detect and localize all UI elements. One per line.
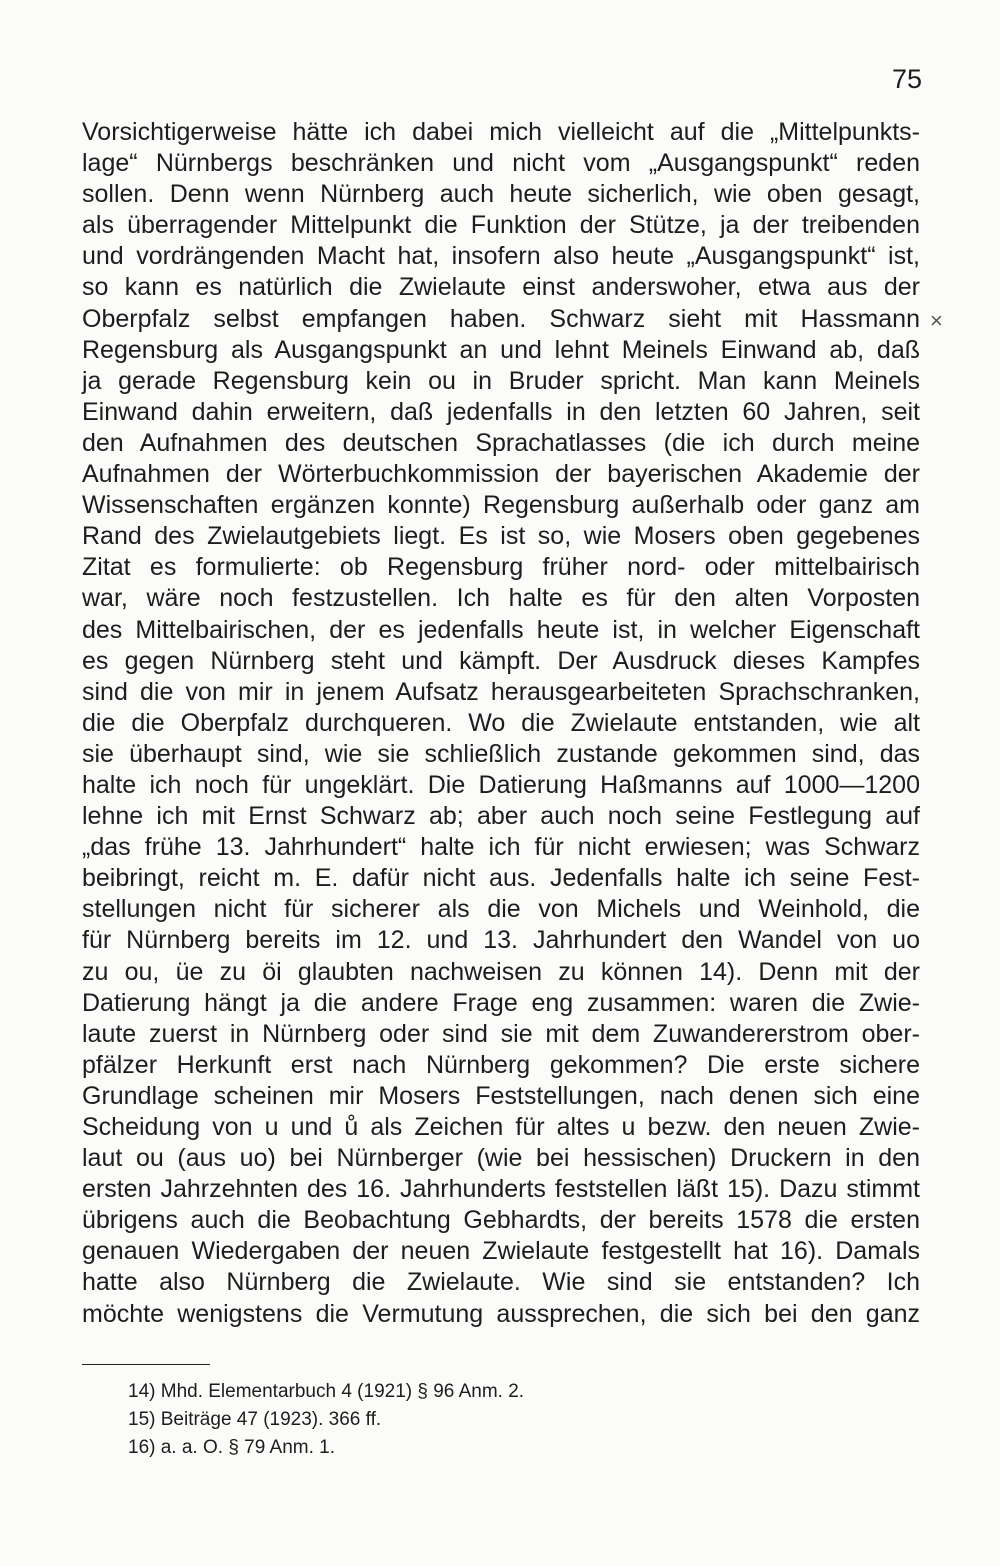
text-line: laute zuerst in Nürnberg oder sind sie mit dem Zuwandererstrom ober- xyxy=(82,1019,920,1048)
text-line: pfälzer Herkunft erst nach Nürnberg gekommen? Die erste sichere xyxy=(82,1050,920,1079)
text-line: sind die von mir in jenem Aufsatz herausgearbeiteten Sprachschranken, xyxy=(82,677,920,706)
text-line: die die Oberpfalz durchqueren. Wo die Zwielaute entstanden, wie alt xyxy=(82,708,920,737)
text-line: es gegen Nürnberg steht und kämpft. Der Ausdruck dieses Kampfes xyxy=(82,646,920,675)
margin-mark: × xyxy=(930,308,943,333)
text-line: zu ou, üe zu öi glaubten nachweisen zu können 14). Denn mit der xyxy=(82,957,920,986)
text-line: hatte also Nürnberg die Zwielaute. Wie sind sie entstanden? Ich xyxy=(82,1268,920,1297)
body-text xyxy=(82,117,920,1330)
text-line: laut ou (aus uo) bei Nürnberger (wie bei hessischen) Druckern in den xyxy=(82,1144,920,1173)
text-line: übrigens auch die Beobachtung Gebhardts, der bereits 1578 die ersten xyxy=(82,1206,920,1235)
footnotes xyxy=(128,1378,828,1462)
text-line: sollen. Denn wenn Nürnberg auch heute sicherlich, wie oben gesagt, xyxy=(82,180,920,209)
text-line: Wissenschaften ergänzen konnte) Regensburg außerhalb oder ganz am xyxy=(82,491,920,520)
text-line: so kann es natürlich die Zwielaute einst anderswoher, etwa aus der xyxy=(82,273,920,302)
text-line: und vordrängenden Macht hat, insofern also heute „Ausgangspunkt“ ist, xyxy=(82,242,920,271)
text-line: Rand des Zwielautgebiets liegt. Es ist so, wie Mosers oben gegebenes xyxy=(82,522,920,551)
text-line: Regensburg als Ausgangspunkt an und lehnt Meinels Einwand ab, daß xyxy=(82,335,920,364)
footnote: 15) Beiträge 47 (1923). 366 ff. xyxy=(128,1409,382,1430)
text-line: war, wäre noch festzustellen. Ich halte es für den alten Vorposten xyxy=(82,584,920,613)
text-line: Vorsichtigerweise hätte ich dabei mich vielleicht auf die „Mittelpunkts- xyxy=(82,118,920,146)
text-line: beibringt, reicht m. E. dafür nicht aus. Jedenfalls halte ich seine Fest- xyxy=(82,864,920,893)
text-line: den Aufnahmen des deutschen Sprachatlasses (die ich durch meine xyxy=(82,428,920,457)
text-line: als überragender Mittelpunkt die Funktion der Stütze, ja der treibenden xyxy=(82,211,920,240)
text-line: ersten Jahrzehnten des 16. Jahrhunderts feststellen läßt 15). Dazu stimmt xyxy=(82,1175,920,1204)
text-line: genauen Wiedergaben der neuen Zwielaute festgestellt hat 16). Damals xyxy=(82,1237,920,1266)
text-line: sie überhaupt sind, wie sie schließlich zustande gekommen sind, das xyxy=(82,739,920,768)
text-line: lehne ich mit Ernst Schwarz ab; aber auch noch seine Festlegung auf xyxy=(82,802,920,831)
text-line: Grundlage scheinen mir Mosers Feststellungen, nach denen sich eine xyxy=(82,1081,920,1110)
footnote: 16) a. a. O. § 79 Anm. 1. xyxy=(128,1437,336,1458)
text-line: Scheidung von u und ů als Zeichen für altes u bezw. den neuen Zwie- xyxy=(82,1113,920,1141)
text-line: Einwand dahin erweitern, daß jedenfalls in den letzten 60 Jahren, seit xyxy=(82,397,920,426)
footnote: 14) Mhd. Elementarbuch 4 (1921) § 96 Anm. 2. xyxy=(128,1381,525,1402)
text-line: lage“ Nürnbergs beschränken und nicht vom „Ausgangspunkt“ reden xyxy=(82,149,920,178)
text-line: für Nürnberg bereits im 12. und 13. Jahrhundert den Wandel von uo xyxy=(82,926,920,955)
text-line: halte ich noch für ungeklärt. Die Datierung Haßmanns auf 1000—1200 xyxy=(82,770,920,799)
page-number: 75 xyxy=(891,64,922,94)
text-line: stellungen nicht für sicherer als die von Michels und Weinhold, die xyxy=(82,895,920,924)
text-line: Aufnahmen der Wörterbuchkommission der bayerischen Akademie der xyxy=(82,460,920,489)
text-line: Oberpfalz selbst empfangen haben. Schwarz sieht mit Hassmann xyxy=(82,304,920,333)
text-line: des Mittelbairischen, der es jedenfalls heute ist, in welcher Eigenschaft xyxy=(82,615,920,644)
text-line: Zitat es formulierte: ob Regensburg früher nord- oder mittelbairisch xyxy=(82,553,920,582)
text-line: ja gerade Regensburg kein ou in Bruder spricht. Man kann Meinels xyxy=(82,366,920,395)
text-line: möchte wenigstens die Vermutung aussprechen, die sich bei den ganz xyxy=(82,1299,920,1328)
text-line: „das frühe 13. Jahrhundert“ halte ich für nicht erwiesen; was Schwarz xyxy=(82,833,920,862)
footnote-divider xyxy=(82,1364,210,1365)
text-line: Datierung hängt ja die andere Frage eng zusammen: waren die Zwie- xyxy=(82,988,920,1017)
